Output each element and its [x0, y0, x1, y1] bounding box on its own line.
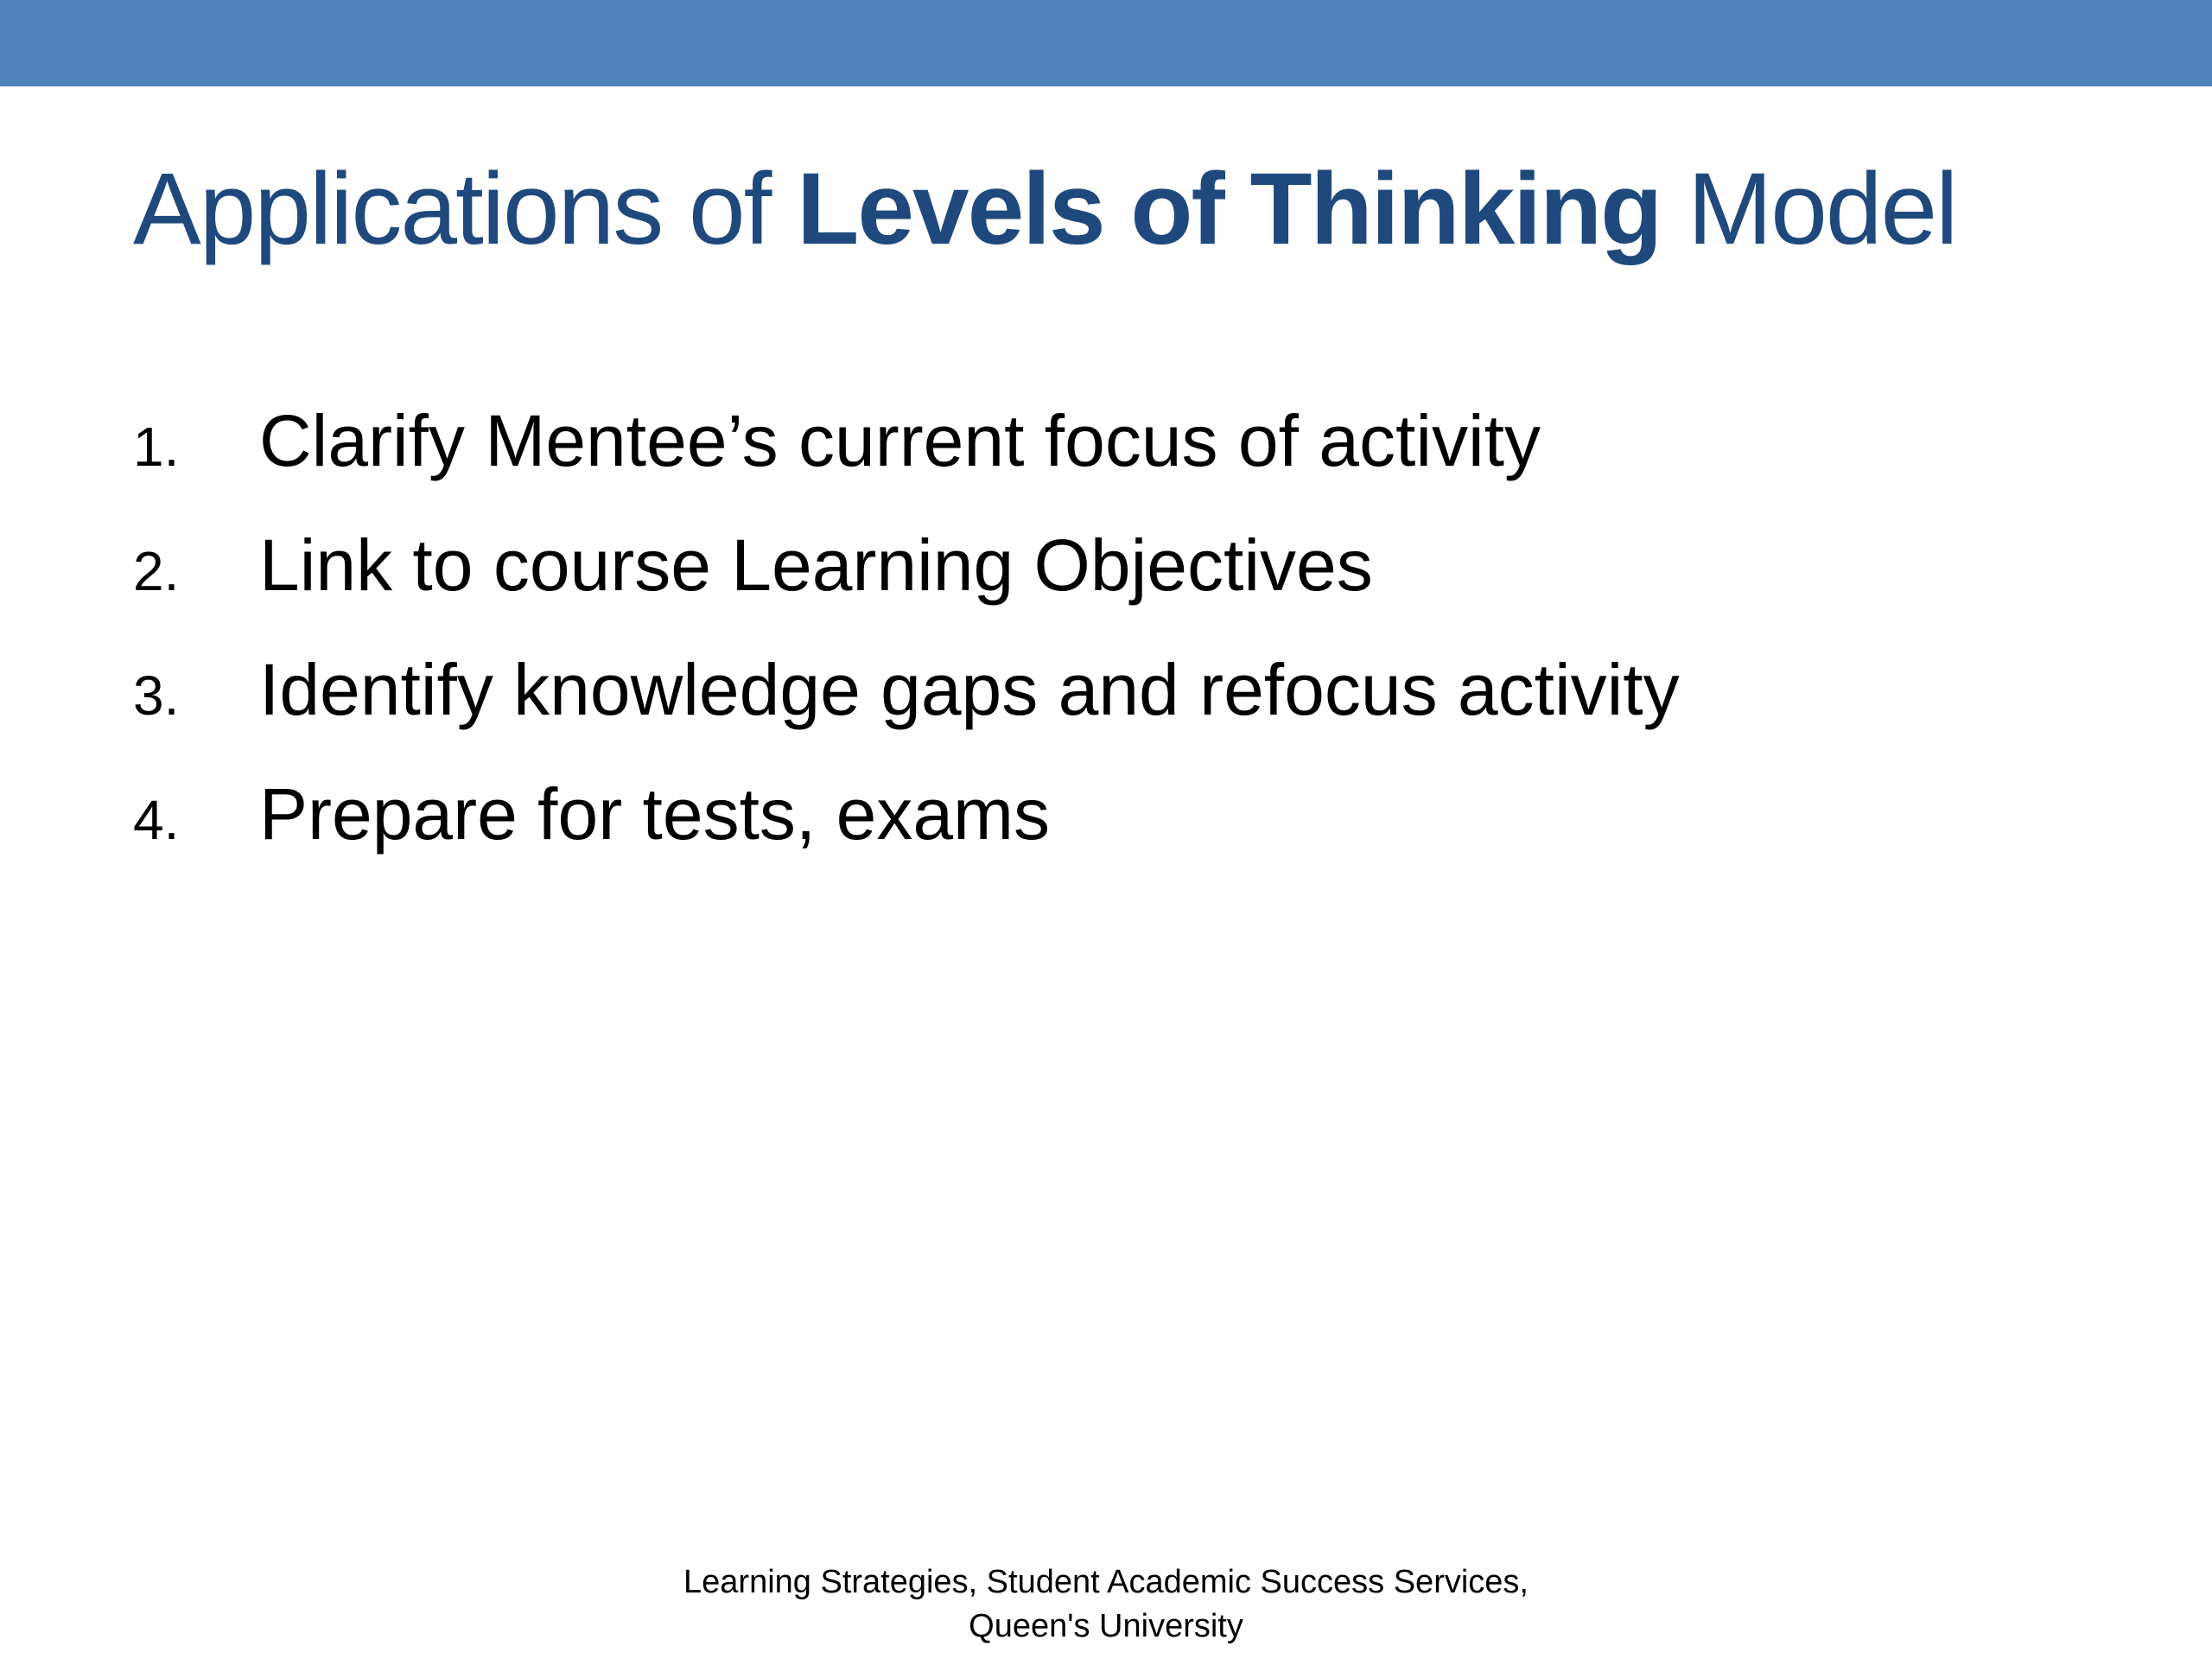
list-item — [133, 399, 1680, 524]
title-bold-phrase: Levels of Thinking — [797, 152, 1662, 266]
list-item-number: 2. — [133, 540, 180, 602]
footer-line-1: Learning Strategies, Student Academic Success Services, — [683, 1564, 1529, 1600]
numbered-list — [133, 399, 1680, 897]
top-banner-bar — [0, 0, 2212, 86]
list-item-number: 1. — [133, 416, 180, 478]
footer-line-2: Queen's University — [969, 1608, 1243, 1644]
list-item-number: 4. — [133, 789, 180, 851]
list-item — [133, 524, 1680, 648]
list-item-number: 3. — [133, 664, 180, 727]
list-item — [133, 772, 1680, 897]
list-item-text: Prepare for tests, exams — [259, 773, 1051, 855]
title-prefix: Applications of — [133, 152, 798, 266]
list-item-text: Link to course Learning Objectives — [259, 524, 1373, 606]
slide-title — [133, 154, 1956, 266]
list-item — [133, 648, 1680, 772]
title-suffix: Model — [1661, 152, 1957, 266]
slide-footer — [0, 1560, 2212, 1649]
list-item-text: Identify knowledge gaps and refocus activity — [259, 649, 1680, 730]
list-item-text: Clarify Mentee’s current focus of activity — [259, 400, 1541, 481]
